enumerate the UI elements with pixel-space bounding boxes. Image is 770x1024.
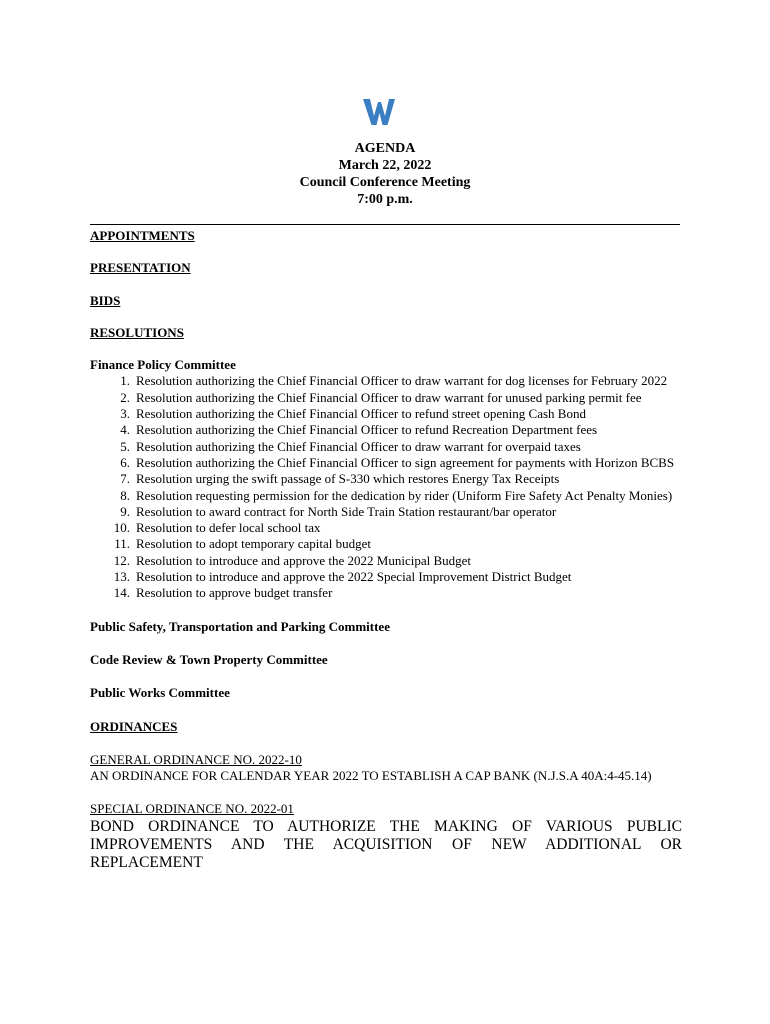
list-item: 9. Resolution to award contract for North Side Train Station restaurant/bar operator	[120, 503, 557, 519]
finance-resolution-list	[90, 373, 682, 601]
list-item: 5. Resolution authorizing the Chief Financial Officer to draw warrant for overpaid taxes	[120, 438, 581, 454]
section-presentation: PRESENTATION	[90, 260, 191, 276]
committee-public-safety: Public Safety, Transportation and Parking Committee	[90, 618, 390, 634]
meeting-date: March 22, 2022	[338, 158, 432, 173]
list-item: 1. Resolution authorizing the Chief Financial Officer to draw warrant for dog licenses for February 2022	[120, 373, 668, 389]
committee-public-works: Public Works Committee	[90, 685, 230, 701]
list-item: 4. Resolution authorizing the Chief Financial Officer to refund Recreation Department fees	[120, 422, 598, 438]
special-ordinance-number: SPECIAL ORDINANCE NO. 2022-01	[90, 801, 294, 817]
list-item: 2. Resolution authorizing the Chief Financial Officer to draw warrant for unused parking permit fee	[120, 389, 642, 405]
list-item: 10. Resolution to defer local school tax	[113, 520, 321, 536]
special-ordinance-line-1: BOND ORDINANCE TO AUTHORIZE THE MAKING OF VARIOUS PUBLIC	[90, 817, 682, 835]
committee-finance: Finance Policy Committee	[90, 357, 236, 373]
general-ordinance-number: GENERAL ORDINANCE NO. 2022-10	[90, 751, 302, 767]
meeting-time: 7:00 p.m.	[357, 192, 413, 207]
list-item: 11. Resolution to adopt temporary capital budget	[114, 536, 372, 552]
section-resolutions: RESOLUTIONS	[90, 324, 184, 340]
agenda-body	[90, 228, 682, 872]
committee-code-review: Code Review & Town Property Committee	[90, 651, 328, 667]
list-item: 3. Resolution authorizing the Chief Financial Officer to refund street opening Cash Bond	[120, 406, 586, 422]
agenda-title: AGENDA	[354, 141, 416, 156]
meeting-name: Council Conference Meeting	[299, 175, 471, 190]
w-logo-icon	[362, 96, 396, 128]
list-item: 7. Resolution urging the swift passage of S-330 which restores Energy Tax Receipts	[120, 471, 560, 487]
list-item: 13. Resolution to introduce and approve the 2022 Special Improvement District Budget	[113, 569, 572, 585]
agenda-header	[90, 140, 680, 208]
section-bids: BIDS	[90, 292, 121, 308]
list-item: 6. Resolution authorizing the Chief Financial Officer to sign agreement for payments with Horizon BCBS	[120, 454, 675, 470]
header-divider	[90, 224, 680, 225]
section-ordinances: ORDINANCES	[90, 718, 178, 734]
section-appointments: APPOINTMENTS	[90, 228, 195, 243]
list-item: 14. Resolution to approve budget transfer	[113, 585, 333, 601]
list-item: 8. Resolution requesting permission for the dedication by rider (Uniform Fire Safety Act Penalty Monies)	[120, 487, 673, 503]
general-ordinance-text: AN ORDINANCE FOR CALENDAR YEAR 2022 TO ESTABLISH A CAP BANK (N.J.S.A 40A:4-45.14)	[90, 768, 652, 784]
special-ordinance-line-2: IMPROVEMENTS AND THE ACQUISITION OF NEW ADDITIONAL OR REPLACEMENT	[90, 835, 682, 871]
list-item: 12. Resolution to introduce and approve the 2022 Municipal Budget	[113, 552, 472, 568]
